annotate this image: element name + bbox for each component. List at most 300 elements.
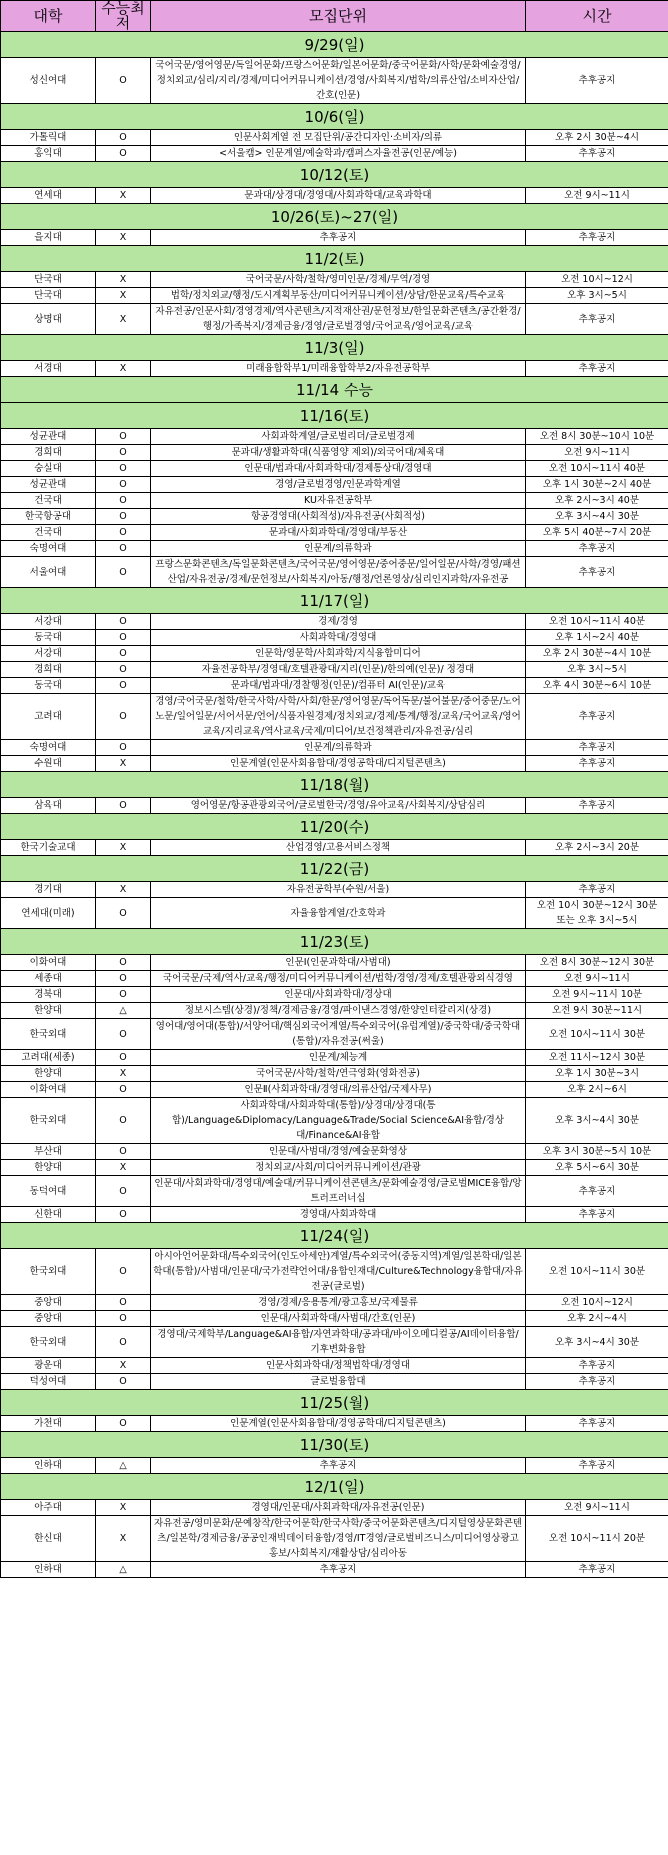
- university-cell: 덕성여대: [1, 1374, 96, 1390]
- unit-cell: 프랑스문화콘텐츠/독일문화콘텐츠/국어국문/영어영문/중어중문/일어일문/사학/경영/패션산업/자유전공/경제/문헌정보/사회복지/아동/행정/언론영상/심리인지과학/자유전공: [151, 557, 526, 588]
- university-cell: 을지대: [1, 230, 96, 246]
- time-cell: 추후공지: [526, 541, 668, 557]
- unit-cell: 글로벌융합대: [151, 1374, 526, 1390]
- unit-cell: 국어국문/영어영문/독일어문화/프랑스어문화/일본어문화/중국어문화/사학/문화예술경영/정치외교/심리/지리/경제/미디어커뮤니케이션/경영/사회복지/법학/의류산업/소비자산업/간호(인문): [151, 58, 526, 104]
- suneung-min-cell: X: [96, 756, 151, 772]
- date-heading: 9/29(일): [1, 32, 668, 58]
- time-cell: 오후 5시~6시 30분: [526, 1160, 668, 1176]
- unit-cell: 경영대/인문대/사회과학대/자유전공(인문): [151, 1500, 526, 1516]
- time-cell: 추후공지: [526, 1374, 668, 1390]
- unit-cell: 인문계열(인문사회융합대/경영공학대/디지털콘텐츠): [151, 756, 526, 772]
- unit-cell: 국어국문/사학/철학/영미인문/경제/무역/경영: [151, 272, 526, 288]
- suneung-min-cell: O: [96, 493, 151, 509]
- time-cell: 오후 4시 30분~6시 10분: [526, 678, 668, 694]
- time-cell: 오전 9시~11시: [526, 1500, 668, 1516]
- university-cell: 한국외대: [1, 1327, 96, 1358]
- time-cell: 오전 9시~11시: [526, 971, 668, 987]
- date-heading: 11/16(토): [1, 403, 668, 429]
- university-cell: 동국대: [1, 630, 96, 646]
- table-row: [1, 798, 668, 814]
- time-cell: 오전 8시 30분~12시 30분: [526, 955, 668, 971]
- university-cell: 인하대: [1, 1562, 96, 1578]
- date-row: [1, 377, 668, 403]
- unit-cell: 사회과학대/경영대: [151, 630, 526, 646]
- header-time: 시간: [526, 1, 668, 32]
- unit-cell: 인문대/사회과학대/경상대: [151, 987, 526, 1003]
- date-heading: 11/3(일): [1, 335, 668, 361]
- university-cell: 아주대: [1, 1500, 96, 1516]
- unit-cell: 인문대/사회과학대/사범대/간호(인문): [151, 1311, 526, 1327]
- suneung-min-cell: O: [96, 740, 151, 756]
- university-cell: 연세대(미래): [1, 898, 96, 929]
- time-cell: 추후공지: [526, 1416, 668, 1432]
- university-cell: 숙명여대: [1, 740, 96, 756]
- date-heading: 11/23(토): [1, 929, 668, 955]
- suneung-min-cell: O: [96, 429, 151, 445]
- time-cell: 오후 2시 30분~4시: [526, 130, 668, 146]
- table-row: [1, 525, 668, 541]
- university-cell: 한양대: [1, 1066, 96, 1082]
- university-cell: 한국외대: [1, 1098, 96, 1144]
- suneung-min-cell: O: [96, 798, 151, 814]
- university-cell: 숭실대: [1, 461, 96, 477]
- date-row: [1, 1432, 668, 1458]
- table-row: [1, 840, 668, 856]
- suneung-min-cell: O: [96, 461, 151, 477]
- unit-cell: 산업경영/고용서비스정책: [151, 840, 526, 856]
- date-row: [1, 1474, 668, 1500]
- suneung-min-cell: X: [96, 272, 151, 288]
- suneung-min-cell: O: [96, 58, 151, 104]
- unit-cell: 영어대/영어대(통합)/서양어대/핵심외국어계열/특수외국어(유럽계열)/중국학대/중국학대(통합)/자유전공(써울): [151, 1019, 526, 1050]
- time-cell: 오후 1시 30분~2시 40분: [526, 477, 668, 493]
- time-cell: 추후공지: [526, 557, 668, 588]
- university-cell: 단국대: [1, 272, 96, 288]
- time-cell: 오전 10시~12시: [526, 1295, 668, 1311]
- time-cell: 오후 3시 30분~5시 10분: [526, 1144, 668, 1160]
- unit-cell: 경영/글로벌경영/인문과학계열: [151, 477, 526, 493]
- table-row: [1, 662, 668, 678]
- unit-cell: 아시아언어문화대/특수외국어(인도아세안)계열/특수외국어(중동지역)계열/일본학대/일본학대(통합)/사범대/인문대/국가전략언어대/융합인재대/Culture&Technology융합대/자유전공(글로벌): [151, 1249, 526, 1295]
- unit-cell: 인문대/법과대/사회과학대/경제통상대/경영대: [151, 461, 526, 477]
- table-row: [1, 1160, 668, 1176]
- suneung-min-cell: O: [96, 1207, 151, 1223]
- suneung-min-cell: X: [96, 304, 151, 335]
- suneung-min-cell: O: [96, 541, 151, 557]
- suneung-min-cell: X: [96, 288, 151, 304]
- table-row: [1, 557, 668, 588]
- suneung-min-cell: O: [96, 1019, 151, 1050]
- suneung-min-cell: X: [96, 1066, 151, 1082]
- table-row: [1, 694, 668, 740]
- time-cell: 추후공지: [526, 740, 668, 756]
- suneung-min-cell: O: [96, 1416, 151, 1432]
- university-cell: 가천대: [1, 1416, 96, 1432]
- suneung-min-cell: X: [96, 1500, 151, 1516]
- time-cell: 추후공지: [526, 1176, 668, 1207]
- time-cell: 오전 10시~11시 20분: [526, 1516, 668, 1562]
- table-row: [1, 1019, 668, 1050]
- date-row: [1, 162, 668, 188]
- time-cell: 추후공지: [526, 58, 668, 104]
- table-row: [1, 1176, 668, 1207]
- table-row: [1, 882, 668, 898]
- time-cell: 오후 3시~5시: [526, 662, 668, 678]
- suneung-min-cell: O: [96, 646, 151, 662]
- table-row: [1, 1098, 668, 1144]
- time-cell: 추후공지: [526, 304, 668, 335]
- time-cell: 오전 10시~11시 30분: [526, 1019, 668, 1050]
- table-row: [1, 509, 668, 525]
- unit-cell: 문과대/사회과학대/경영대/부동산: [151, 525, 526, 541]
- university-cell: 한국외대: [1, 1249, 96, 1295]
- table-row: [1, 630, 668, 646]
- table-row: [1, 955, 668, 971]
- time-cell: 오후 2시~3시 20분: [526, 840, 668, 856]
- suneung-min-cell: O: [96, 477, 151, 493]
- time-cell: 오후 1시~2시 40분: [526, 630, 668, 646]
- date-heading: 11/14 수능: [1, 377, 668, 403]
- unit-cell: 경영대/사회과학대: [151, 1207, 526, 1223]
- unit-cell: 문과대/생활과학대(식품영양 제외)/외국어대/체육대: [151, 445, 526, 461]
- unit-cell: 자유전공/인문사회/경영경제/역사콘텐츠/지적재산권/문헌정보/한일문화콘텐츠/공간환경/행정/가족복지/경제금융/경영/글로벌경영/국어교육/영어교육/교육: [151, 304, 526, 335]
- university-cell: 경북대: [1, 987, 96, 1003]
- unit-cell: 인문계열(인문사회융합대/경영공학대/디지털콘텐츠): [151, 1416, 526, 1432]
- time-cell: 추후공지: [526, 798, 668, 814]
- time-cell: 오전 10시~11시 30분: [526, 1249, 668, 1295]
- university-cell: 서울여대: [1, 557, 96, 588]
- table-row: [1, 361, 668, 377]
- university-cell: 고려대(세종): [1, 1050, 96, 1066]
- suneung-min-cell: O: [96, 987, 151, 1003]
- date-heading: 11/17(일): [1, 588, 668, 614]
- unit-cell: 국어국문/국제/역사/교육/행정/미디어커뮤니케이션/법학/경영/경제/호텔관광외식경영: [151, 971, 526, 987]
- unit-cell: 국어국문/사학/철학/연극영화(영화전공): [151, 1066, 526, 1082]
- table-row: [1, 1207, 668, 1223]
- university-cell: 성신여대: [1, 58, 96, 104]
- unit-cell: 인문Ⅰ(인문과학대/사범대): [151, 955, 526, 971]
- suneung-min-cell: △: [96, 1458, 151, 1474]
- university-cell: 연세대: [1, 188, 96, 204]
- table-row: [1, 1003, 668, 1019]
- time-cell: 오전 9시~11시 10분: [526, 987, 668, 1003]
- suneung-min-cell: O: [96, 1249, 151, 1295]
- unit-cell: <서울캠> 인문계열/예술학과/캠퍼스자율전공(인문/예능): [151, 146, 526, 162]
- unit-cell: 인문대/사회과학대/경영대/예술대/커뮤니케이션콘텐츠/문화예술경영/글로벌MICE융합/앙트러프러너십: [151, 1176, 526, 1207]
- unit-cell: 인문Ⅱ(사회과학대/경영대/의류산업/국제사무): [151, 1082, 526, 1098]
- unit-cell: 정보시스템(상경)/정책/경제금융/경영/파이낸스경영/한양인터칼리지(상경): [151, 1003, 526, 1019]
- time-cell: 추후공지: [526, 146, 668, 162]
- table-row: [1, 304, 668, 335]
- suneung-min-cell: O: [96, 971, 151, 987]
- date-heading: 10/26(토)~27(일): [1, 204, 668, 230]
- unit-cell: 인문계/의류학과: [151, 740, 526, 756]
- header-suneung-min: 수능최저: [96, 1, 151, 32]
- time-cell: 추후공지: [526, 694, 668, 740]
- suneung-min-cell: O: [96, 146, 151, 162]
- unit-cell: 자유전공/영미문화/문예창작/한국어문학/한국사학/중국어문화콘텐츠/디지털영상문화콘텐츠/일본학/경제금융/공공인재빅데이터융합/경영/IT경영/글로벌비즈니스/미디어영상광고홍보/사회복지/재활상담/심리아동: [151, 1516, 526, 1562]
- date-row: [1, 588, 668, 614]
- time-cell: 오전 9시~11시: [526, 188, 668, 204]
- header-university: 대학: [1, 1, 96, 32]
- suneung-min-cell: O: [96, 1144, 151, 1160]
- time-cell: 오후 3시~4시 30분: [526, 1327, 668, 1358]
- university-cell: 성균관대: [1, 477, 96, 493]
- unit-cell: 문과대/상경대/경영대/사회과학대/교육과학대: [151, 188, 526, 204]
- date-heading: 10/6(일): [1, 104, 668, 130]
- unit-cell: 법학/정치외교/행정/도시계획부동산/미디어커뮤니케이션/상담/한문교육/특수교육: [151, 288, 526, 304]
- table-row: [1, 146, 668, 162]
- table-row: [1, 1416, 668, 1432]
- university-cell: 가톨릭대: [1, 130, 96, 146]
- unit-cell: 추후공지: [151, 1458, 526, 1474]
- unit-cell: 자율전공학부/경영대/호텔관광대/지리(인문)/한의예(인문)/ 정경대: [151, 662, 526, 678]
- time-cell: 추후공지: [526, 1458, 668, 1474]
- suneung-min-cell: O: [96, 1082, 151, 1098]
- suneung-min-cell: O: [96, 1098, 151, 1144]
- unit-cell: 미래융합학부1/미래융합학부2/자유전공학부: [151, 361, 526, 377]
- university-cell: 삼육대: [1, 798, 96, 814]
- suneung-min-cell: X: [96, 361, 151, 377]
- university-cell: 경희대: [1, 445, 96, 461]
- table-row: [1, 429, 668, 445]
- suneung-min-cell: △: [96, 1003, 151, 1019]
- unit-cell: 경영대/국제학부/Language&AI융합/자연과학대/공과대/바이오메디컬공/AI데이터융합/기후변화융합: [151, 1327, 526, 1358]
- table-row: [1, 541, 668, 557]
- suneung-min-cell: O: [96, 557, 151, 588]
- table-row: [1, 272, 668, 288]
- university-cell: 고려대: [1, 694, 96, 740]
- university-cell: 상명대: [1, 304, 96, 335]
- table-row: [1, 740, 668, 756]
- university-cell: 건국대: [1, 525, 96, 541]
- unit-cell: 경영/경제/응용통계/광고홍보/국제물류: [151, 1295, 526, 1311]
- university-cell: 건국대: [1, 493, 96, 509]
- date-row: [1, 772, 668, 798]
- suneung-min-cell: O: [96, 694, 151, 740]
- unit-cell: 영어영문/항공관광외국어/글로벌한국/경영/유아교육/사회복지/상담심리: [151, 798, 526, 814]
- date-row: [1, 403, 668, 429]
- table-row: [1, 288, 668, 304]
- unit-cell: 사회과학계열/글로벌리더/글로벌경제: [151, 429, 526, 445]
- university-cell: 광운대: [1, 1358, 96, 1374]
- time-cell: 오후 1시 30분~3시: [526, 1066, 668, 1082]
- suneung-min-cell: O: [96, 445, 151, 461]
- university-cell: 수원대: [1, 756, 96, 772]
- time-cell: 오후 3시~4시 30분: [526, 509, 668, 525]
- university-cell: 숙명여대: [1, 541, 96, 557]
- table-row: [1, 130, 668, 146]
- table-row: [1, 1500, 668, 1516]
- time-cell: 오전 10시 30분~12시 30분 또는 오후 3시~5시: [526, 898, 668, 929]
- university-cell: 경기대: [1, 882, 96, 898]
- time-cell: 오전 10시~12시: [526, 272, 668, 288]
- time-cell: 오후 3시~4시 30분: [526, 1098, 668, 1144]
- unit-cell: KU자유전공학부: [151, 493, 526, 509]
- header-row: [1, 1, 668, 32]
- suneung-min-cell: X: [96, 230, 151, 246]
- table-row: [1, 1144, 668, 1160]
- date-heading: 11/2(토): [1, 246, 668, 272]
- suneung-min-cell: X: [96, 840, 151, 856]
- unit-cell: 경영/국어국문/철학/한국사학/사학/사회/한문/영어영문/독어독문/불어불문/중어중문/노어노문/일어일문/서어서문/언어/식품자원경제/정치외교/경제/통계/행정/교육/국어교육/영어교육/지리교육/역사교육/국제/미디어/보건정책관리/자유전공/심리: [151, 694, 526, 740]
- date-heading: 11/24(일): [1, 1223, 668, 1249]
- time-cell: 오전 11시~12시 30분: [526, 1050, 668, 1066]
- unit-cell: 인문학/영문학/사회과학/지식융합미디어: [151, 646, 526, 662]
- suneung-min-cell: O: [96, 1374, 151, 1390]
- date-row: [1, 1390, 668, 1416]
- unit-cell: 인문대/사범대/경영/예술문화영상: [151, 1144, 526, 1160]
- table-row: [1, 756, 668, 772]
- university-cell: 한국항공대: [1, 509, 96, 525]
- time-cell: 추후공지: [526, 361, 668, 377]
- table-row: [1, 1516, 668, 1562]
- suneung-min-cell: O: [96, 630, 151, 646]
- table-row: [1, 898, 668, 929]
- time-cell: 오전 10시~11시 40분: [526, 614, 668, 630]
- unit-cell: 정치외교/사회/미디어커뮤니케이션/관광: [151, 1160, 526, 1176]
- university-cell: 동국대: [1, 678, 96, 694]
- suneung-min-cell: O: [96, 1295, 151, 1311]
- table-row: [1, 461, 668, 477]
- table-row: [1, 678, 668, 694]
- table-row: [1, 1295, 668, 1311]
- university-cell: 한양대: [1, 1160, 96, 1176]
- table-row: [1, 1249, 668, 1295]
- table-row: [1, 1050, 668, 1066]
- table-row: [1, 230, 668, 246]
- university-cell: 신한대: [1, 1207, 96, 1223]
- suneung-min-cell: O: [96, 1327, 151, 1358]
- suneung-min-cell: X: [96, 1160, 151, 1176]
- table-row: [1, 614, 668, 630]
- suneung-min-cell: X: [96, 882, 151, 898]
- unit-cell: 자율융합계열/간호학과: [151, 898, 526, 929]
- unit-cell: 인문사회계열 전 모집단위/공간디자인·소비자/의류: [151, 130, 526, 146]
- table-row: [1, 188, 668, 204]
- table-row: [1, 1562, 668, 1578]
- date-row: [1, 204, 668, 230]
- suneung-min-cell: O: [96, 662, 151, 678]
- time-cell: 오후 3시~5시: [526, 288, 668, 304]
- unit-cell: 경제/경영: [151, 614, 526, 630]
- date-heading: 11/30(토): [1, 1432, 668, 1458]
- suneung-min-cell: O: [96, 678, 151, 694]
- date-heading: 11/25(월): [1, 1390, 668, 1416]
- table-row: [1, 1066, 668, 1082]
- unit-cell: 항공경영대(사회적성)/자유전공(사회적성): [151, 509, 526, 525]
- time-cell: 추후공지: [526, 1562, 668, 1578]
- unit-cell: 추후공지: [151, 1562, 526, 1578]
- university-cell: 서경대: [1, 361, 96, 377]
- date-heading: 11/22(금): [1, 856, 668, 882]
- university-cell: 부산대: [1, 1144, 96, 1160]
- university-cell: 홍익대: [1, 146, 96, 162]
- table-row: [1, 1358, 668, 1374]
- suneung-min-cell: O: [96, 955, 151, 971]
- table-row: [1, 1374, 668, 1390]
- suneung-min-cell: O: [96, 1176, 151, 1207]
- table-row: [1, 445, 668, 461]
- unit-cell: 인문사회과학대/정책법학대/경영대: [151, 1358, 526, 1374]
- suneung-min-cell: O: [96, 898, 151, 929]
- university-cell: 서강대: [1, 614, 96, 630]
- unit-cell: 사회과학대/사회과학대(통합)/상경대/상경대(통합)/Language&Diplomacy/Language&Trade/Social Science&AI융합/경상대/Finance&AI융합: [151, 1098, 526, 1144]
- table-row: [1, 493, 668, 509]
- unit-cell: 추후공지: [151, 230, 526, 246]
- table-row: [1, 971, 668, 987]
- university-cell: 중앙대: [1, 1311, 96, 1327]
- suneung-min-cell: △: [96, 1562, 151, 1578]
- time-cell: 오전 9시~11시: [526, 445, 668, 461]
- university-cell: 성균관대: [1, 429, 96, 445]
- suneung-min-cell: O: [96, 525, 151, 541]
- date-heading: 11/18(월): [1, 772, 668, 798]
- schedule-body: [1, 32, 668, 1578]
- table-row: [1, 1311, 668, 1327]
- university-cell: 중앙대: [1, 1295, 96, 1311]
- unit-cell: 자유전공학부(수원/서울): [151, 882, 526, 898]
- unit-cell: 인문계/체능계: [151, 1050, 526, 1066]
- university-cell: 이화여대: [1, 1082, 96, 1098]
- date-row: [1, 1223, 668, 1249]
- date-row: [1, 929, 668, 955]
- university-cell: 한국외대: [1, 1019, 96, 1050]
- date-row: [1, 32, 668, 58]
- unit-cell: 인문계/의류학과: [151, 541, 526, 557]
- university-cell: 인하대: [1, 1458, 96, 1474]
- time-cell: 오후 2시~4시: [526, 1311, 668, 1327]
- table-row: [1, 987, 668, 1003]
- date-row: [1, 856, 668, 882]
- time-cell: 추후공지: [526, 1207, 668, 1223]
- time-cell: 오전 8시 30분~10시 10분: [526, 429, 668, 445]
- university-cell: 경희대: [1, 662, 96, 678]
- time-cell: 오후 2시~3시 40분: [526, 493, 668, 509]
- suneung-min-cell: X: [96, 1358, 151, 1374]
- suneung-min-cell: O: [96, 1311, 151, 1327]
- university-cell: 동덕여대: [1, 1176, 96, 1207]
- date-row: [1, 814, 668, 840]
- university-cell: 세종대: [1, 971, 96, 987]
- time-cell: 오후 5시 40분~7시 20분: [526, 525, 668, 541]
- university-cell: 한국기술교대: [1, 840, 96, 856]
- university-cell: 서강대: [1, 646, 96, 662]
- table-row: [1, 1327, 668, 1358]
- university-cell: 한신대: [1, 1516, 96, 1562]
- time-cell: 오후 2시~6시: [526, 1082, 668, 1098]
- unit-cell: 문과대/법과대/경찰행정(인문)/컴퓨터 AI(인문)/교육: [151, 678, 526, 694]
- suneung-min-cell: O: [96, 1050, 151, 1066]
- time-cell: 추후공지: [526, 1358, 668, 1374]
- university-cell: 한양대: [1, 1003, 96, 1019]
- suneung-min-cell: O: [96, 509, 151, 525]
- table-row: [1, 477, 668, 493]
- time-cell: 추후공지: [526, 756, 668, 772]
- date-row: [1, 335, 668, 361]
- table-row: [1, 58, 668, 104]
- date-heading: 12/1(일): [1, 1474, 668, 1500]
- suneung-min-cell: O: [96, 130, 151, 146]
- time-cell: 오전 9시 30분~11시: [526, 1003, 668, 1019]
- header-unit: 모집단위: [151, 1, 526, 32]
- time-cell: 오후 2시 30분~4시 10분: [526, 646, 668, 662]
- table-row: [1, 646, 668, 662]
- time-cell: 추후공지: [526, 230, 668, 246]
- university-cell: 이화여대: [1, 955, 96, 971]
- university-cell: 단국대: [1, 288, 96, 304]
- suneung-min-cell: X: [96, 1516, 151, 1562]
